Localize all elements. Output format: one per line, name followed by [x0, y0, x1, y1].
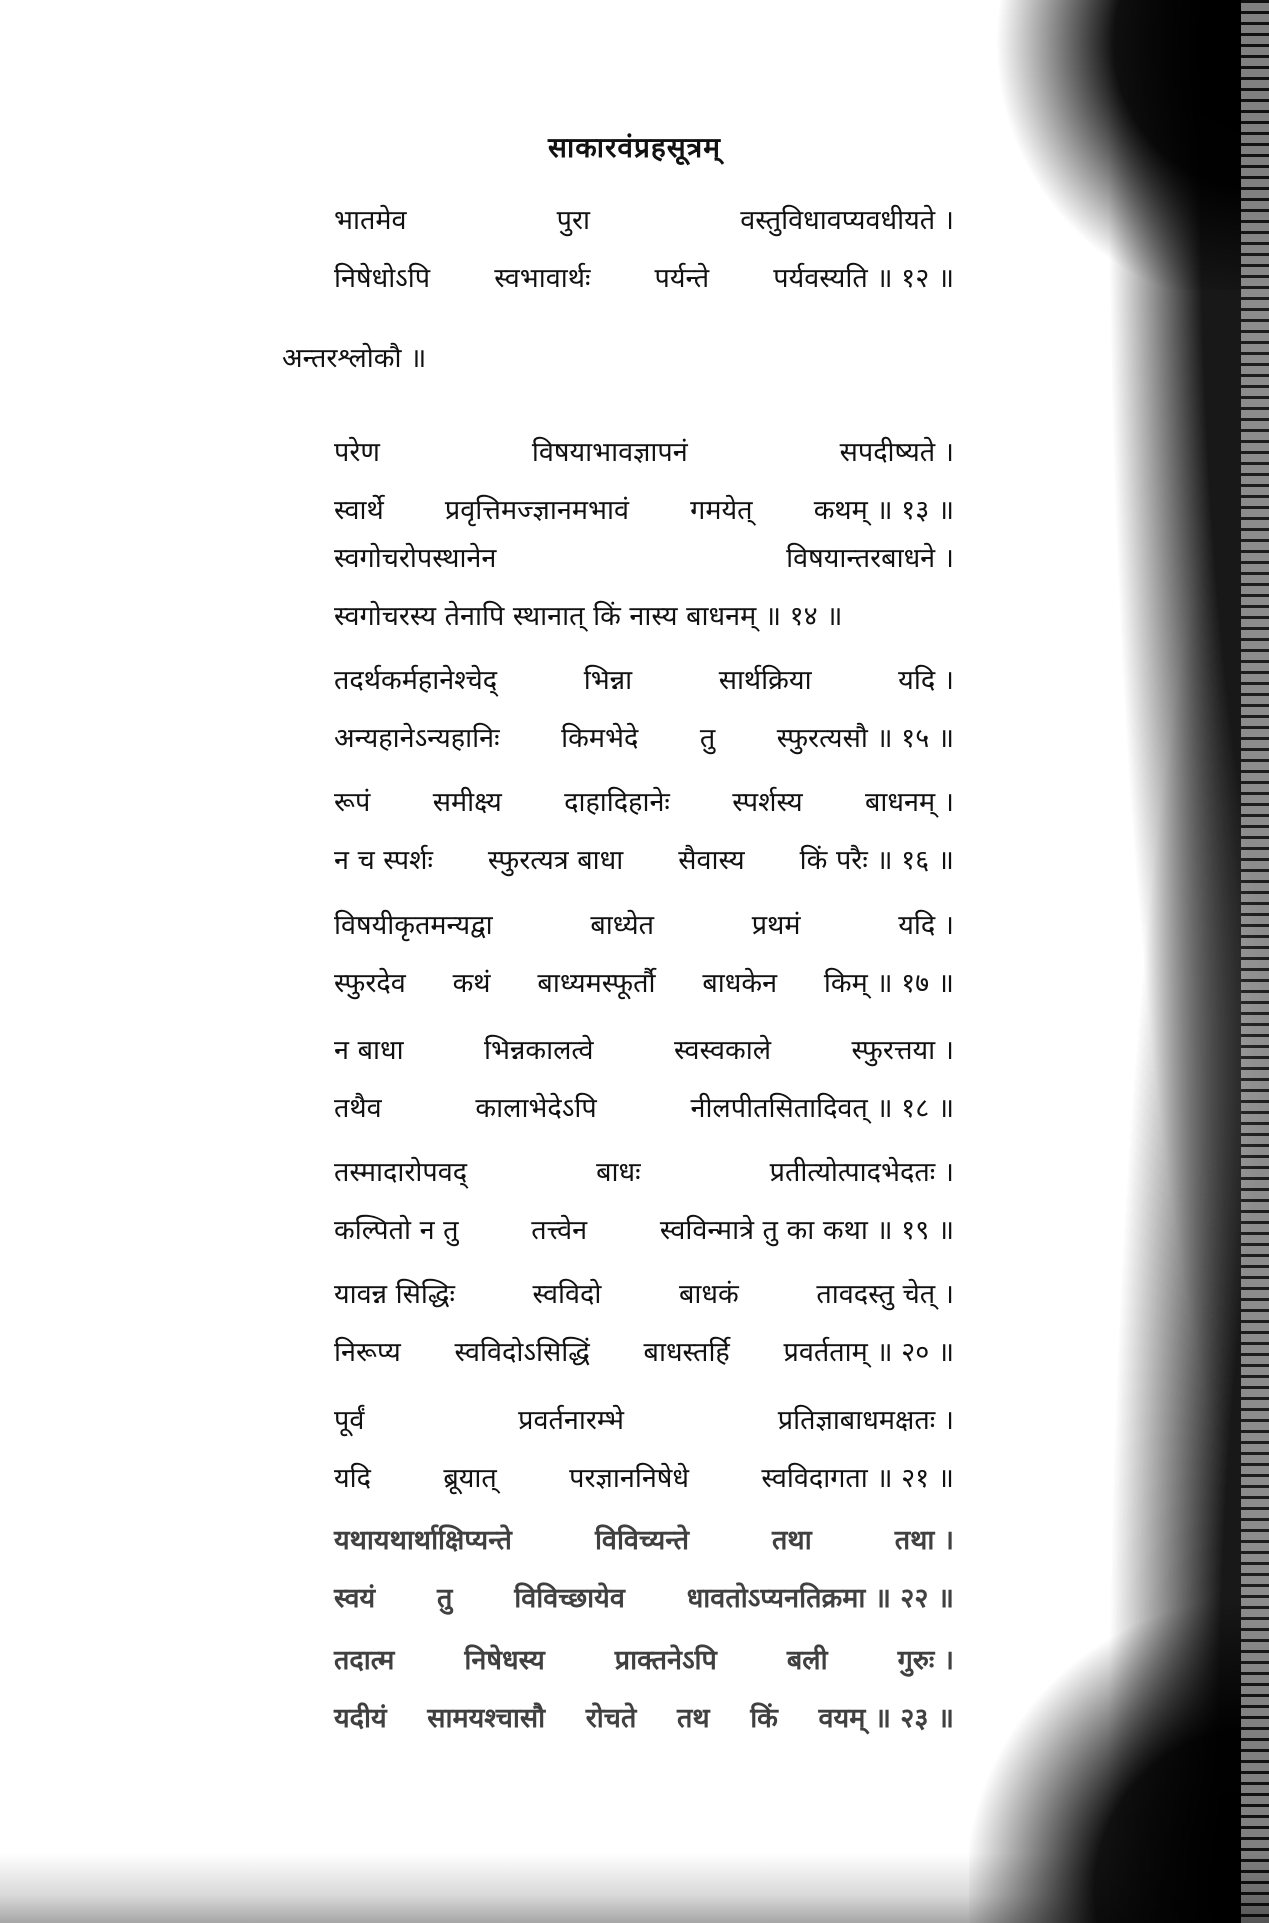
verse-word: तथा [772, 1525, 812, 1556]
verse-word: स्पर्शस्य [732, 787, 803, 818]
verse-8-line-1 [334, 1152, 954, 1189]
verse-11-line-2 [334, 1578, 954, 1615]
verse-word: पुरा [556, 205, 591, 236]
verse-word: भिन्नकालत्वे [484, 1035, 594, 1066]
scan-shadow-bottom [0, 1853, 1269, 1923]
verse-word: स्वविदागता ॥ २१ ॥ [761, 1463, 954, 1494]
verse-word: सार्थक्रिया [718, 665, 812, 696]
verse-word: तदर्थकर्महानेश्चेद् [334, 665, 498, 696]
verse-word: परज्ञाननिषेधे [569, 1463, 690, 1494]
verse-word: विविच्छायेव [514, 1583, 625, 1614]
verse-word: तथैव [334, 1093, 382, 1124]
verse-word: निषेधस्य [464, 1645, 545, 1676]
verse-word: समीक्ष्य [432, 787, 502, 818]
verse-word: स्फुरत्यत्र बाधा [487, 845, 624, 876]
verse-word: निरूप्य [334, 1337, 401, 1368]
verse-word: रूपं [334, 787, 371, 818]
page-header: साकारवंप्रहसूत्रम् [548, 131, 721, 164]
verse-5-line-1 [334, 782, 954, 819]
verse-word: यदि । [898, 665, 954, 696]
verse-word: न बाधा [334, 1035, 404, 1066]
verse-3-line-1 [334, 538, 954, 575]
verse-word: प्रवर्तताम् ॥ २० ॥ [783, 1337, 954, 1368]
verse-word: यथायथार्थाक्षिप्यन्ते [334, 1525, 512, 1556]
verse-word: स्वगोचरोपस्थानेन [334, 543, 497, 574]
verse-10-line-2 [334, 1458, 954, 1495]
verse-2-line-2 [334, 490, 954, 527]
verse-word: प्रतीत्योत्पादभेदतः । [769, 1157, 954, 1188]
verse-word: दाहादिहानेः [564, 787, 670, 818]
verse-word: वयम् ॥ २३ ॥ [818, 1703, 954, 1734]
verse-word: बाधस्तर्हि [643, 1337, 730, 1368]
verse-word: बली [786, 1645, 828, 1676]
verse-word: पर्यन्ते [654, 263, 710, 294]
verse-word: प्रतिज्ञाबाधमक्षतः । [777, 1405, 954, 1436]
verse-word: बाधकं [679, 1279, 739, 1310]
verse-4-line-2 [334, 718, 954, 755]
verse-word: भातमेव [334, 205, 407, 236]
verse-word: प्राक्तनेऽपि [614, 1645, 717, 1676]
verse-6-line-1 [334, 905, 954, 942]
verse-1-line-2 [334, 258, 954, 295]
verse-word: तु [699, 723, 716, 754]
verse-word: सामयश्चासौ [427, 1703, 546, 1734]
verse-word: किं [750, 1703, 778, 1734]
verse-word: यावन्न सिद्धिः [334, 1279, 455, 1310]
verse-3-line-2 [334, 596, 954, 633]
verse-word: निषेधोऽपि [334, 263, 431, 294]
verse-word: ब्रूयात् [443, 1463, 497, 1494]
verse-word: प्रवृत्तिमज्ज्ञानमभावं [444, 495, 629, 526]
verse-word: तत्त्वेन [531, 1215, 588, 1246]
verse-11-line-1 [334, 1520, 954, 1557]
verse-word: धावतोऽप्यनतिक्रमा ॥ २२ ॥ [686, 1583, 954, 1614]
scan-speckle-edge [1241, 0, 1269, 1923]
verse-word: विषयाभावज्ञापनं [531, 437, 688, 468]
verse-word: बाध्यमस्फूर्तौ [537, 968, 656, 999]
verse-12-line-1 [334, 1640, 954, 1677]
verse-word: स्वार्थे [334, 495, 384, 526]
verse-9-line-1 [334, 1274, 954, 1311]
verse-word: स्वविन्मात्रे तु का कथा ॥ १९ ॥ [659, 1215, 954, 1246]
verse-word: भिन्ना [583, 665, 633, 696]
verse-word: बाधकेन [702, 968, 778, 999]
verse-word: स्फुरदेव [334, 968, 406, 999]
verse-word: यदि । [898, 910, 954, 941]
verse-word: तथ [676, 1703, 710, 1734]
verse-word: बाधः [596, 1157, 641, 1188]
verse-word: स्वस्वकाले [674, 1035, 772, 1066]
verse-word: स्वविदोऽसिद्धिं [454, 1337, 590, 1368]
verse-word: बाधनम् । [864, 787, 954, 818]
verse-word: तु [437, 1583, 453, 1614]
verse-word: सैवास्य [678, 845, 745, 876]
verse-word: विषयीकृतमन्यद्वा [334, 910, 493, 941]
verse-word: स्वयं [334, 1583, 376, 1614]
verse-2-line-1 [334, 432, 954, 469]
verse-9-line-2 [334, 1332, 954, 1369]
verse-word: पर्यवस्यति ॥ १२ ॥ [773, 263, 954, 294]
verse-word: प्रवर्तनारम्भे [518, 1405, 624, 1436]
verse-word: रोचते [585, 1703, 637, 1734]
verse-1-line-1 [334, 200, 954, 237]
antara-shloka-label: अन्तरश्लोकौ ॥ [282, 343, 427, 374]
verse-word: कथम् ॥ १३ ॥ [813, 495, 954, 526]
verse-word: प्रथमं [751, 910, 801, 941]
verse-word: कालाभेदेऽपि [475, 1093, 597, 1124]
verse-word: किं परैः ॥ १६ ॥ [799, 845, 954, 876]
verse-10-line-1 [334, 1400, 954, 1437]
verse-5-line-2 [334, 840, 954, 877]
verse-word: कथं [452, 968, 491, 999]
verse-word: नीलपीतसितादिवत् ॥ १८ ॥ [690, 1093, 954, 1124]
verse-word: स्फुरत्तया । [851, 1035, 954, 1066]
verse-word: न च स्पर्शः [334, 845, 433, 876]
verse-word: तदात्म [334, 1645, 395, 1676]
verse-word: विविच्यन्ते [594, 1525, 690, 1556]
verse-word: परेण [334, 437, 380, 468]
verse-word: तस्मादारोपवद् [334, 1157, 468, 1188]
verse-word: यदीयं [334, 1703, 387, 1734]
verse-word: किम् ॥ १७ ॥ [823, 968, 954, 999]
verse-word: स्वगोचरस्य तेनापि स्थानात् किं नास्य बाधनम् ॥ १४ ॥ [334, 601, 843, 632]
verse-8-line-2 [334, 1210, 954, 1247]
verse-word: बाध्येत [590, 910, 655, 941]
verse-word: वस्तुविधावप्यवधीयते । [740, 205, 954, 236]
verse-word: गमयेत् [690, 495, 753, 526]
verse-6-line-2 [334, 963, 954, 1000]
verse-word: तथा । [894, 1525, 954, 1556]
verse-12-line-2 [334, 1698, 954, 1735]
verse-7-line-1 [334, 1030, 954, 1067]
verse-word: स्वविदो [532, 1279, 602, 1310]
verse-word: स्फुरत्यसौ ॥ १५ ॥ [776, 723, 954, 754]
verse-word: तावदस्तु चेत् । [816, 1279, 954, 1310]
verse-word: सपदीष्यते । [839, 437, 954, 468]
verse-word: पूर्वं [334, 1405, 365, 1436]
verse-7-line-2 [334, 1088, 954, 1125]
verse-word: विषयान्तरबाधने । [786, 543, 954, 574]
verse-word: यदि [334, 1463, 371, 1494]
verse-word: स्वभावार्थः [494, 263, 591, 294]
verse-word: किमभेदे [561, 723, 639, 754]
verse-word: कल्पितो न तु [334, 1215, 459, 1246]
scan-shadow-right-edge [1069, 0, 1269, 1923]
verse-word: अन्यहानेऽन्यहानिः [334, 723, 500, 754]
verse-word: गुरुः । [897, 1645, 954, 1676]
verse-4-line-1 [334, 660, 954, 697]
